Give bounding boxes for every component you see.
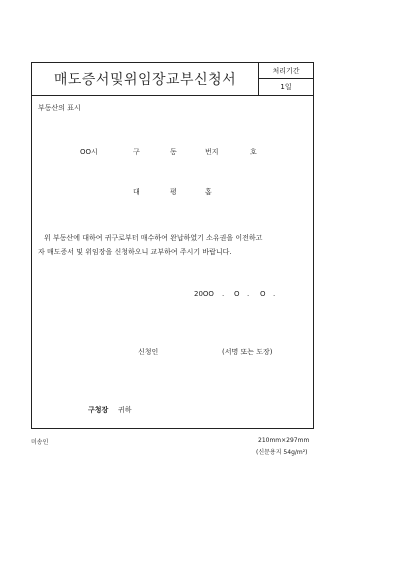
recipient-suffix: 귀하: [118, 406, 132, 414]
form-frame: [31, 62, 314, 429]
footer-left-note: 미송인: [31, 439, 49, 446]
paper-size: 210mm×297mm: [258, 437, 310, 444]
address-ho: 호: [250, 148, 257, 156]
land-category: 대: [133, 188, 140, 196]
processing-period-value: 1일: [280, 83, 292, 91]
form-title: 매도증서및위임장교부신청서: [53, 72, 237, 88]
address-dong: 동: [170, 148, 177, 156]
address-city: OO시: [80, 148, 98, 156]
land-pyeong: 평: [170, 188, 177, 196]
address-district: 구: [133, 148, 140, 156]
processing-period-box: [258, 63, 313, 95]
date-month: O: [234, 290, 240, 298]
date-separator-3: .: [273, 290, 276, 298]
signature-note: (서명 또는 도장): [222, 348, 273, 356]
statement-line-1: 위 부동산에 대하여 귀구로부터 매수하여 완납하였기 소유권을 이전하고: [44, 234, 263, 242]
date-separator-2: .: [247, 290, 250, 298]
request-statement: [38, 231, 310, 259]
title-row: [32, 63, 313, 96]
processing-period-label: 처리기간: [259, 63, 313, 79]
land-hop: 홉: [205, 188, 212, 196]
date-separator-1: .: [222, 290, 225, 298]
date-day: O: [260, 290, 266, 298]
date-year: 20OO: [194, 290, 214, 298]
statement-line-2: 자 매도증서 및 위임장을 신청하오니 교부하여 주시기 바랍니다.: [38, 248, 232, 256]
property-heading: 부동산의 표시: [38, 104, 81, 112]
recipient-name: 구청장: [88, 406, 109, 414]
address-bunji: 번지: [205, 148, 219, 156]
paper-type: (신문용지 54g/m²): [256, 449, 308, 456]
applicant-label: 신청인: [138, 348, 159, 356]
